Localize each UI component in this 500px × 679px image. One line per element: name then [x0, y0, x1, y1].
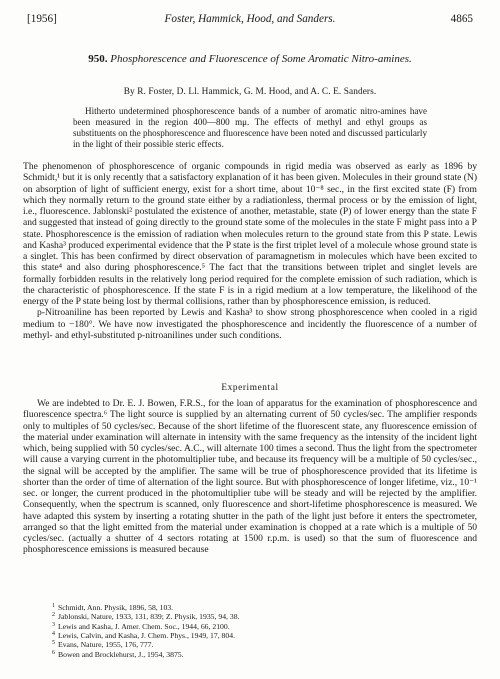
experimental-paragraph: We are indebted to Dr. E. J. Bowen, F.R.S., for the loan of apparatus for the examination of phosphorescence and fluorescence spectra.⁶ The light source is supplied by an alternating current of 50 cycles/sec. The amplifier responds only to multiples of 50 cycles/sec. Because of the short lifetime of the fluorescent state, any fluorescence emission of the material under examination will alternate in intensity with the same frequency as the intensity of the incident light which, being supplied with 50 cycles/sec. A.C., will alternate 100 times a second. Thus the light from the spectrometer will cause a varying current in the photomultiplier tube, and because its frequency will be a multiple of 50 cycles/sec., the signal will be accepted by the amplifier. The same will be true of phosphorescence provided that its lifetime is shorter than the order of time of alternation of the light source. But with phosphorescence of longer lifetime, viz., 10⁻¹ sec. or longer, the current produced in the photomultiplier tube will be steady and will be rejected by the amplifier. Consequently, when the spectrum is scanned, only fluorescence and short-lifetime phosphorescence is measured. We have adapted this system by inserting a rotating shutter in the path of the light just before it enters the spectrometer, arranged so that the light emitted from the material under examination is chopped at a rate which is a multiple of 50 cycles/sec. (actually a shutter of 4 sectors rotating at 1500 r.p.m. is used) so that the sum of fluorescence and phosphorescence emissions is measured because: [23, 398, 477, 556]
footnotes: [52, 603, 477, 659]
article-title-block: [60, 52, 440, 66]
experimental-section: [23, 398, 477, 556]
article-authors: By R. Foster, D. Ll. Hammick, G. M. Hood, and A. C. E. Sanders.: [123, 87, 377, 97]
running-head: [27, 12, 473, 26]
running-head-authors: Foster, Hammick, Hood, and Sanders.: [164, 13, 336, 25]
article-number: 950.: [88, 53, 108, 65]
introduction: [23, 161, 477, 341]
abstract: Hitherto undetermined phosphorescence bands of a number of aromatic nitro-amines have been measured in the region 400—800 mμ. The effects of methyl and ethyl groups as substituents on the phosphorescence and fluorescence have been noted and discussed particularly in the light of their possible steric effects.: [73, 106, 427, 150]
footnote: $^6$ Bowen and Brocklehurst, J., 1954, 3875.: [52, 649, 184, 659]
article-title: Phosphorescence and Fluorescence of Some Aromatic Nitro-amines.: [110, 53, 412, 65]
page-number: 4865: [450, 13, 473, 25]
footnote: $^3$ Lewis and Kasha, J. Amer. Chem. Soc., 1944, 66, 2100.: [52, 621, 230, 631]
intro-paragraph: p-Nitroaniline has been reported by Lewis and Kasha³ to show strong phosphorescence when cooled in a rigid medium to −180°. We have now investigated the phosphorescence and incidently the fluorescence of a number of methyl- and ethyl-substituted p-nitroanilines under such conditions.: [23, 307, 477, 341]
footnote: $^5$ Evans, Nature, 1955, 176, 777.: [52, 640, 154, 650]
section-heading: Experimental: [221, 383, 279, 393]
footnote: $^4$ Lewis, Calvin, and Kasha, J. Chem. Phys., 1949, 17, 804.: [52, 631, 236, 641]
running-head-year: [1956]: [27, 13, 57, 25]
footnote: $^1$ Schmidt, Ann. Physik, 1896, 58, 103.: [52, 603, 174, 612]
intro-paragraph: The phenomenon of phosphorescence of organic compounds in rigid media was observed as early as 1896 by Schmidt,¹ but it is only recently that a satisfactory explanation of it has been given. Molecules in their ground state (N) on absorption of light of sufficient energy, exist for a short time, about 10⁻⁸ sec., in the first excited state (F) from which they normally return to the ground state either by a radiationless, thermal process or by the emission of light, i.e., fluorescence. Jablonski² postulated the existence of another, metastable, state (P) of lower energy than the state F and suggested that instead of going directly to the ground state some of the molecules in the state F might pass into a P state. Phosphorescence is the emission of radiation when molecules return to the ground state from this P state. Lewis and Kasha³ produced experimental evidence that the P state is the first triplet level of a molecule whose ground state is a singlet. This has been confirmed by direct observation of paramagnetism in molecules which have been excited to this state⁴ and also during phosphorescence.⁵ The fact that the transitions between triplet and singlet levels are formally forbidden results in the relatively long period required for the complete emission of such radiation, which is the characteristic of phosphorescence. If the state F is in a rigid medium at a low temperature, the likelihood of the energy of the P state being lost by thermal collisions, rather than by phosphorescence emission, is reduced.: [23, 161, 477, 307]
footnote: $^2$ Jablonski, Nature, 1933, 131, 839; Z. Physik, 1935, 94, 38.: [52, 612, 240, 622]
